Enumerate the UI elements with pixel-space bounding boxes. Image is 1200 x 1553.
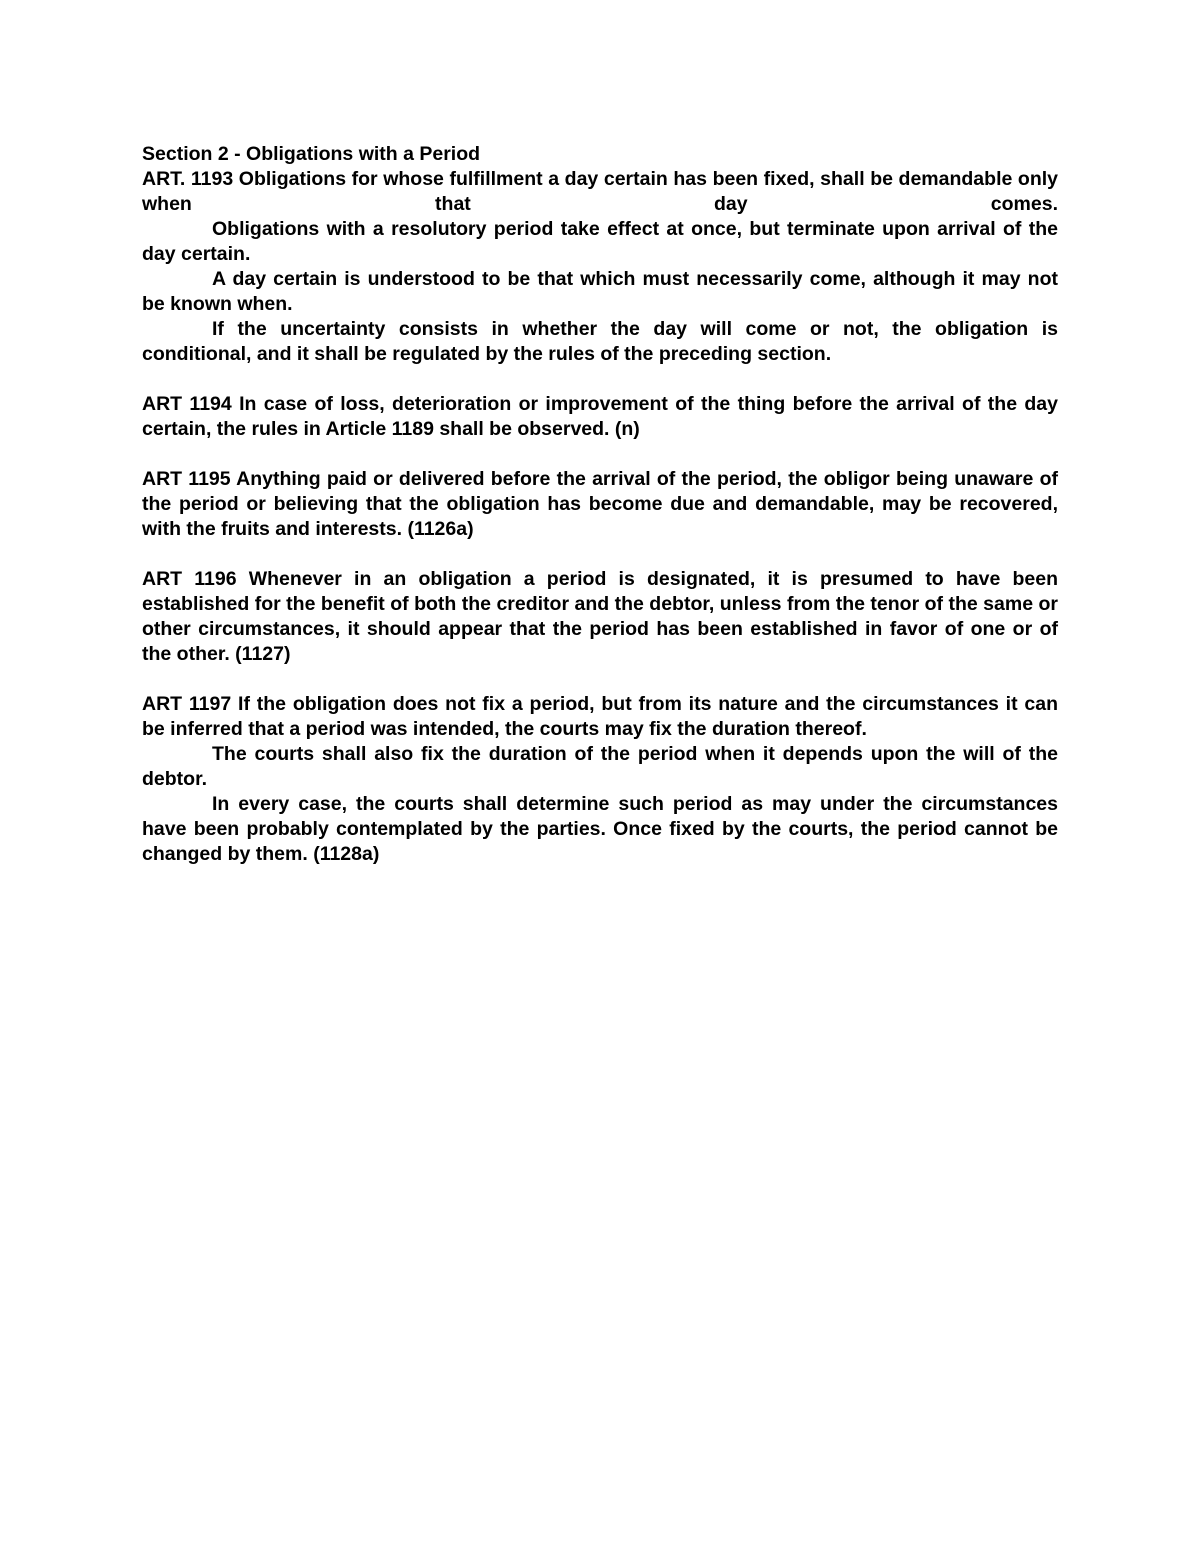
art-1193-paragraph-1: ART. 1193 Obligations for whose fulfillment a day certain has been fixed, shall be demandable only when that day comes. — [142, 168, 1058, 215]
art-1195-paragraph: ART 1195 Anything paid or delivered before the arrival of the period, the obligor being unaware of the period or believing that the obligation has become due and demandable, may be recovered, with the fruits and interests. (1126a) — [142, 468, 1058, 540]
document-page — [142, 142, 1058, 867]
paragraph-spacer — [142, 442, 1058, 467]
art-1193-paragraph-3: A day certain is understood to be that which must necessarily come, although it may not be known when. — [142, 268, 1058, 315]
art-1197-paragraph-2: The courts shall also fix the duration of the period when it depends upon the will of the debtor. — [142, 743, 1058, 790]
paragraph-spacer — [142, 542, 1058, 567]
art-1197-paragraph-1: ART 1197 If the obligation does not fix a period, but from its nature and the circumstances it can be inferred that a period was intended, the courts may fix the duration thereof. — [142, 693, 1058, 740]
art-1194-paragraph: ART 1194 In case of loss, deterioration or improvement of the thing before the arrival of the day certain, the rules in Article 1189 shall be observed. (n) — [142, 393, 1058, 440]
art-1193-paragraph-4: If the uncertainty consists in whether the day will come or not, the obligation is conditional, and it shall be regulated by the rules of the preceding section. — [142, 318, 1058, 365]
art-1197-paragraph-3: In every case, the courts shall determine such period as may under the circumstances have been probably contemplated by the parties. Once fixed by the courts, the period cannot be changed by them. (1128a) — [142, 793, 1058, 865]
paragraph-spacer — [142, 367, 1058, 392]
art-1196-paragraph: ART 1196 Whenever in an obligation a period is designated, it is presumed to have been established for the benefit of both the creditor and the debtor, unless from the tenor of the same or other circumstances, it should appear that the period has been established in favor of one or of the other. (1127) — [142, 568, 1058, 665]
section-title: Section 2 - Obligations with a Period — [142, 143, 481, 165]
art-1193-paragraph-2: Obligations with a resolutory period take effect at once, but terminate upon arrival of the day certain. — [142, 218, 1058, 265]
paragraph-spacer — [142, 667, 1058, 692]
